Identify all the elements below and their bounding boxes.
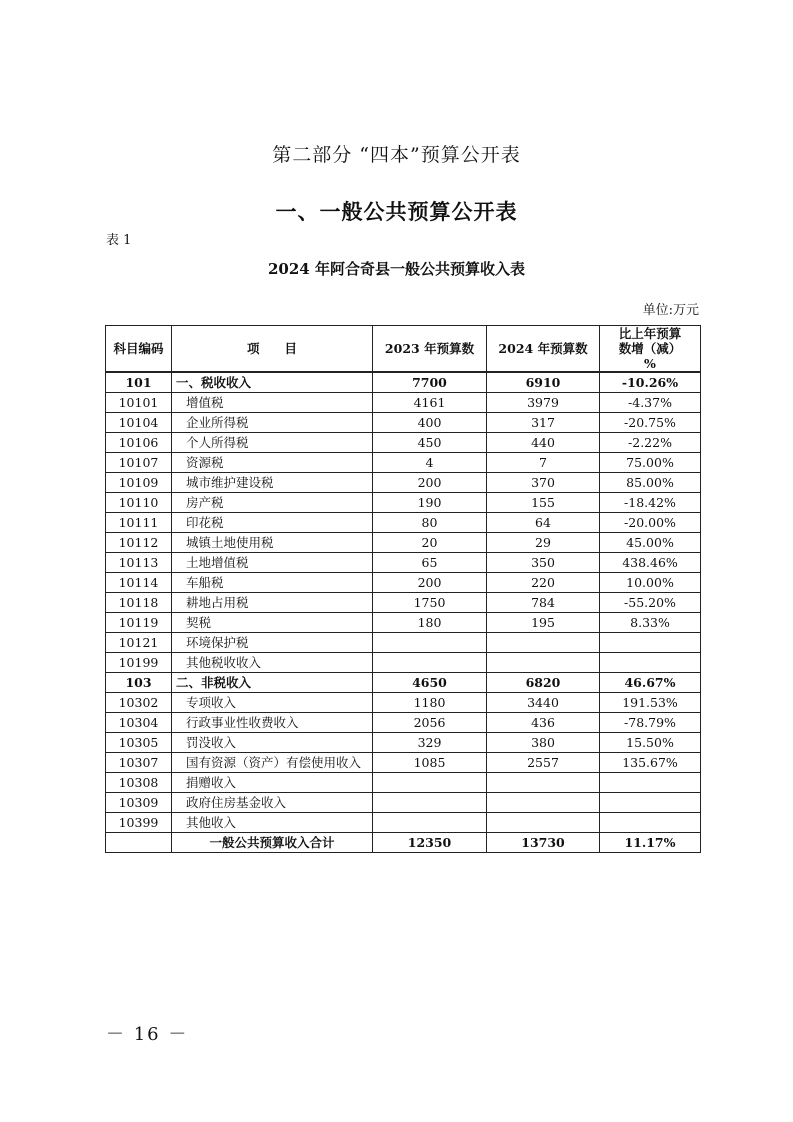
cell-item: 房产税: [172, 493, 373, 513]
cell-total-2023: 12350: [373, 833, 487, 853]
cell-change: -20.00%: [600, 513, 701, 533]
cell-change: 135.67%: [600, 753, 701, 773]
cell-budget-2023: 180: [373, 613, 487, 633]
cell-item: 车船税: [172, 573, 373, 593]
cell-change: -20.75%: [600, 413, 701, 433]
cell-budget-2024: [487, 653, 600, 673]
table-row: [106, 773, 701, 793]
cell-budget-2024: 380: [487, 733, 600, 753]
cell-item: 个人所得税: [172, 433, 373, 453]
cell-code: 10309: [106, 793, 172, 813]
table-row: [106, 553, 701, 573]
cell-item: 专项收入: [172, 693, 373, 713]
table-row: [106, 393, 701, 413]
cell-budget-2023: [373, 793, 487, 813]
table-row: [106, 473, 701, 493]
cell-change: 15.50%: [600, 733, 701, 753]
table-row: [106, 713, 701, 733]
cell-code: 10308: [106, 773, 172, 793]
cell-budget-2024: 2557: [487, 753, 600, 773]
cell-change: [600, 813, 701, 833]
cell-change: -4.37%: [600, 393, 701, 413]
cell-budget-2023: [373, 813, 487, 833]
cell-budget-2023: 7700: [373, 372, 487, 393]
cell-item: 城镇土地使用税: [172, 533, 373, 553]
table-row: [106, 533, 701, 553]
cell-budget-2023: 4650: [373, 673, 487, 693]
table-row: [106, 613, 701, 633]
cell-budget-2024: 220: [487, 573, 600, 593]
unit-label: 单位:万元: [642, 303, 699, 318]
cell-code: 10304: [106, 713, 172, 733]
cell-change: 75.00%: [600, 453, 701, 473]
cell-budget-2023: 1085: [373, 753, 487, 773]
cell-budget-2024: [487, 813, 600, 833]
header-code: 科目编码: [106, 326, 172, 373]
cell-change: -18.42%: [600, 493, 701, 513]
cell-code: 10109: [106, 473, 172, 493]
cell-change: [600, 653, 701, 673]
table-header-row: [106, 326, 701, 373]
cell-change: -10.26%: [600, 372, 701, 393]
part-title: 第二部分 “四本”预算公开表: [272, 144, 521, 166]
cell-budget-2024: 440: [487, 433, 600, 453]
cell-budget-2024: 6910: [487, 372, 600, 393]
cell-total-change: 11.17%: [600, 833, 701, 853]
page-number: － 16 －: [106, 1024, 189, 1045]
header-budget-2023: 2023 年预算数: [373, 326, 487, 373]
cell-change: -2.22%: [600, 433, 701, 453]
cell-item: 一、税收收入: [172, 372, 373, 393]
cell-item: 环境保护税: [172, 633, 373, 653]
cell-budget-2024: 317: [487, 413, 600, 433]
cell-code: 10307: [106, 753, 172, 773]
cell-budget-2024: 155: [487, 493, 600, 513]
cell-budget-2023: 1750: [373, 593, 487, 613]
cell-code: 10104: [106, 413, 172, 433]
cell-budget-2023: 200: [373, 573, 487, 593]
cell-change: 438.46%: [600, 553, 701, 573]
cell-change: [600, 633, 701, 653]
cell-item: 其他收入: [172, 813, 373, 833]
cell-item: 二、非税收入: [172, 673, 373, 693]
cell-code: 10399: [106, 813, 172, 833]
cell-change: 46.67%: [600, 673, 701, 693]
cell-item: 政府住房基金收入: [172, 793, 373, 813]
cell-code: 10111: [106, 513, 172, 533]
cell-budget-2024: 3979: [487, 393, 600, 413]
cell-item: 资源税: [172, 453, 373, 473]
table-row: [106, 733, 701, 753]
cell-change: -78.79%: [600, 713, 701, 733]
cell-code: 10305: [106, 733, 172, 753]
cell-budget-2024: 370: [487, 473, 600, 493]
table-row: [106, 813, 701, 833]
cell-budget-2023: 4: [373, 453, 487, 473]
table-row: [106, 573, 701, 593]
cell-item: 其他税收收入: [172, 653, 373, 673]
cell-total-2024: 13730: [487, 833, 600, 853]
header-budget-2024: 2024 年预算数: [487, 326, 600, 373]
table-caption: 2024 年阿合奇县一般公共预算收入表: [268, 260, 525, 278]
cell-budget-2024: 6820: [487, 673, 600, 693]
cell-code: 10112: [106, 533, 172, 553]
cell-budget-2023: 2056: [373, 713, 487, 733]
cell-budget-2023: 20: [373, 533, 487, 553]
cell-code: 10107: [106, 453, 172, 473]
cell-budget-2023: 1180: [373, 693, 487, 713]
cell-budget-2023: 329: [373, 733, 487, 753]
budget-revenue-table: [105, 325, 701, 853]
header-item: 项 目: [172, 326, 373, 373]
table-row: [106, 653, 701, 673]
cell-budget-2024: [487, 633, 600, 653]
table-row: [106, 453, 701, 473]
cell-budget-2023: 450: [373, 433, 487, 453]
cell-code: 10113: [106, 553, 172, 573]
total-row: [106, 833, 701, 853]
cell-code: 10106: [106, 433, 172, 453]
table-row: [106, 753, 701, 773]
cell-item: 捐赠收入: [172, 773, 373, 793]
section-title: 一、一般公共预算公开表: [275, 199, 518, 224]
cell-code: 10101: [106, 393, 172, 413]
table-row: [106, 633, 701, 653]
cell-change: 8.33%: [600, 613, 701, 633]
cell-budget-2024: 350: [487, 553, 600, 573]
cell-budget-2023: [373, 773, 487, 793]
cell-code-empty: [106, 833, 172, 853]
cell-code: 10119: [106, 613, 172, 633]
cell-budget-2023: 400: [373, 413, 487, 433]
cell-total-label: 一般公共预算收入合计: [172, 833, 373, 853]
header-change: 比上年预算数增（减）%: [600, 326, 701, 373]
cell-change: 45.00%: [600, 533, 701, 553]
cell-item: 国有资源（资产）有偿使用收入: [172, 753, 373, 773]
cell-change: [600, 773, 701, 793]
cell-item: 增值税: [172, 393, 373, 413]
cell-budget-2024: 195: [487, 613, 600, 633]
cell-code: 10199: [106, 653, 172, 673]
table-row: [106, 693, 701, 713]
cell-budget-2023: 190: [373, 493, 487, 513]
cell-budget-2024: 436: [487, 713, 600, 733]
cell-budget-2024: 7: [487, 453, 600, 473]
cell-code: 10302: [106, 693, 172, 713]
cell-budget-2024: [487, 793, 600, 813]
cell-change: 191.53%: [600, 693, 701, 713]
cell-budget-2024: 3440: [487, 693, 600, 713]
cell-budget-2023: [373, 653, 487, 673]
table-row: [106, 413, 701, 433]
cell-budget-2024: 64: [487, 513, 600, 533]
cell-item: 企业所得税: [172, 413, 373, 433]
table-row: [106, 593, 701, 613]
table-row: [106, 493, 701, 513]
cell-budget-2023: 65: [373, 553, 487, 573]
cell-budget-2023: 4161: [373, 393, 487, 413]
cell-budget-2024: 29: [487, 533, 600, 553]
cell-item: 罚没收入: [172, 733, 373, 753]
cell-change: -55.20%: [600, 593, 701, 613]
cell-item: 土地增值税: [172, 553, 373, 573]
cell-code: 10121: [106, 633, 172, 653]
table-row: [106, 513, 701, 533]
table-number: 表 1: [106, 233, 132, 248]
cell-code: 10114: [106, 573, 172, 593]
cell-item: 城市维护建设税: [172, 473, 373, 493]
cell-item: 契税: [172, 613, 373, 633]
cell-item: 印花税: [172, 513, 373, 533]
cell-budget-2023: 80: [373, 513, 487, 533]
table-row: [106, 793, 701, 813]
cell-budget-2024: 784: [487, 593, 600, 613]
cell-change: [600, 793, 701, 813]
cell-code: 10110: [106, 493, 172, 513]
table-row: [106, 372, 701, 393]
cell-code: 101: [106, 372, 172, 393]
table-row: [106, 673, 701, 693]
cell-item: 耕地占用税: [172, 593, 373, 613]
cell-budget-2023: 200: [373, 473, 487, 493]
table-body: [106, 372, 701, 853]
cell-item: 行政事业性收费收入: [172, 713, 373, 733]
cell-code: 10118: [106, 593, 172, 613]
cell-change: 85.00%: [600, 473, 701, 493]
cell-budget-2023: [373, 633, 487, 653]
table-row: [106, 433, 701, 453]
cell-code: 103: [106, 673, 172, 693]
cell-budget-2024: [487, 773, 600, 793]
cell-change: 10.00%: [600, 573, 701, 593]
